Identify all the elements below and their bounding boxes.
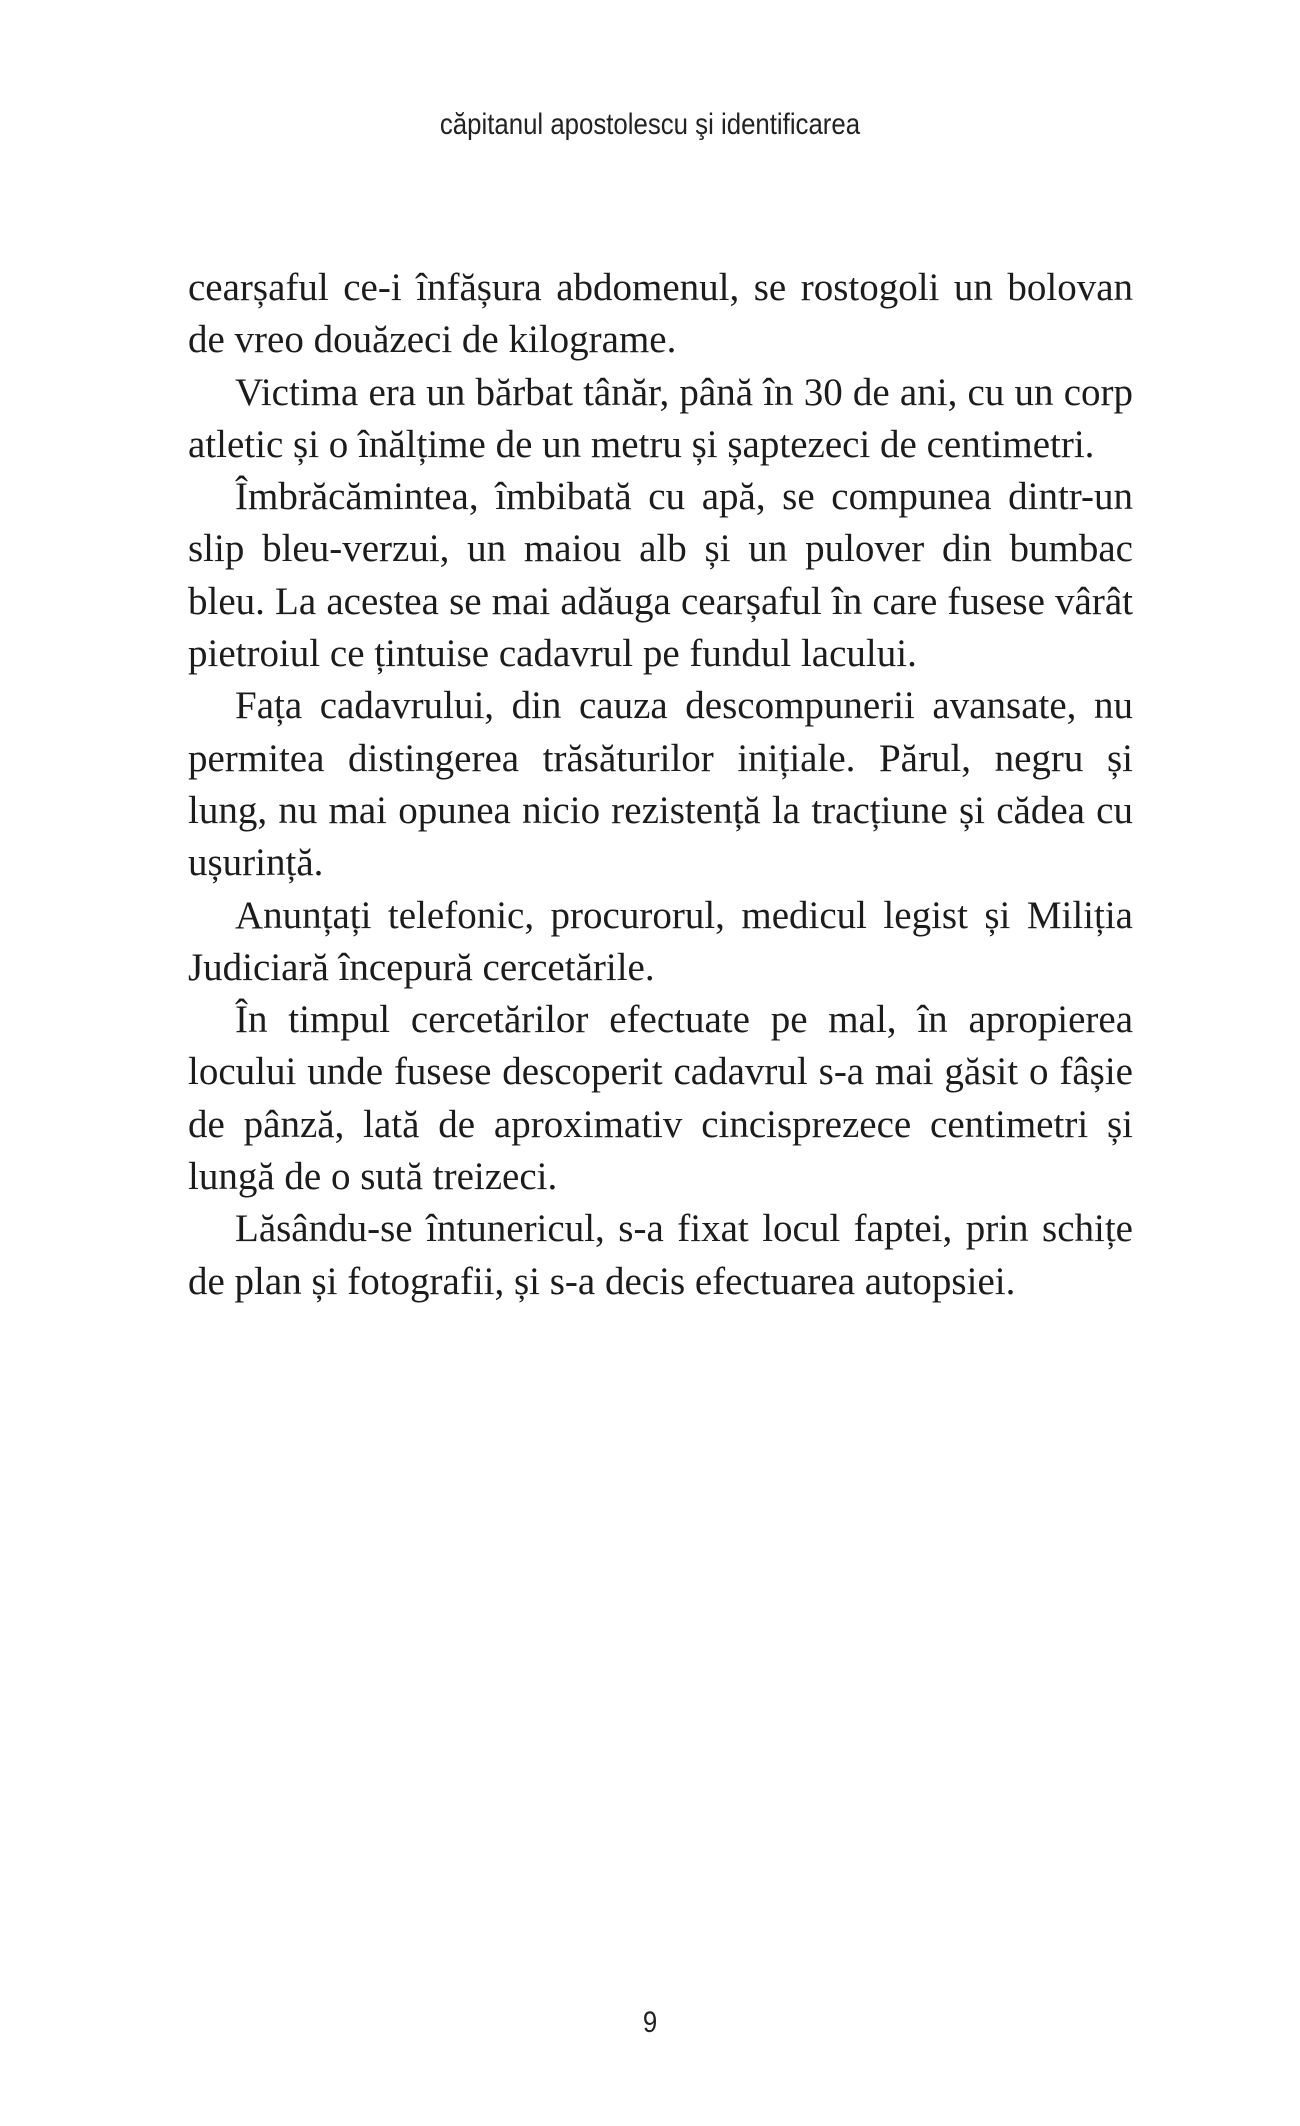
page-number: 9	[642, 2006, 658, 2039]
body-text	[188, 262, 1133, 1308]
paragraph: Îmbrăcămintea, îmbibată cu apă, se compunea dintr-un slip bleu-verzui, un maiou alb și un pulover din bumbac bleu. La acestea se mai adăuga cearșaful în care fusese vârât pietroiul ce țintuise cadavrul pe fundul lacului.	[188, 475, 1133, 676]
paragraph: Anunțați telefonic, procurorul, medicul legist și Miliția Judiciară începură cercetările.	[188, 893, 1133, 989]
paragraph: cearșaful ce-i înfășura abdomenul, se rostogoli un bolovan de vreo douăzeci de kilograme.	[188, 266, 1133, 362]
paragraph: Victima era un bărbat tânăr, până în 30 de ani, cu un corp atletic și o înălțime de un metru și șaptezeci de centimetri.	[188, 370, 1133, 466]
paragraph: În timpul cercetărilor efectuate pe mal, în apropierea locului unde fusese descoperit cadavrul s-a mai găsit o fâșie de pânză, lată de aproximativ cincisprezece centimetri și lungă de o sută treizeci.	[188, 998, 1133, 1199]
running-header: căpitanul apostolescu şi identificarea	[439, 108, 861, 141]
paragraph: Lăsându-se întunericul, s-a fixat locul faptei, prin schițe de plan și fotografii, și s-a decis efectuarea autopsiei.	[188, 1207, 1133, 1303]
paragraph: Fața cadavrului, din cauza descompunerii avansate, nu permitea distingerea trăsăturilor inițiale. Părul, negru și lung, nu mai opunea nicio rezistență la tracțiune și cădea cu ușurință.	[188, 684, 1133, 885]
